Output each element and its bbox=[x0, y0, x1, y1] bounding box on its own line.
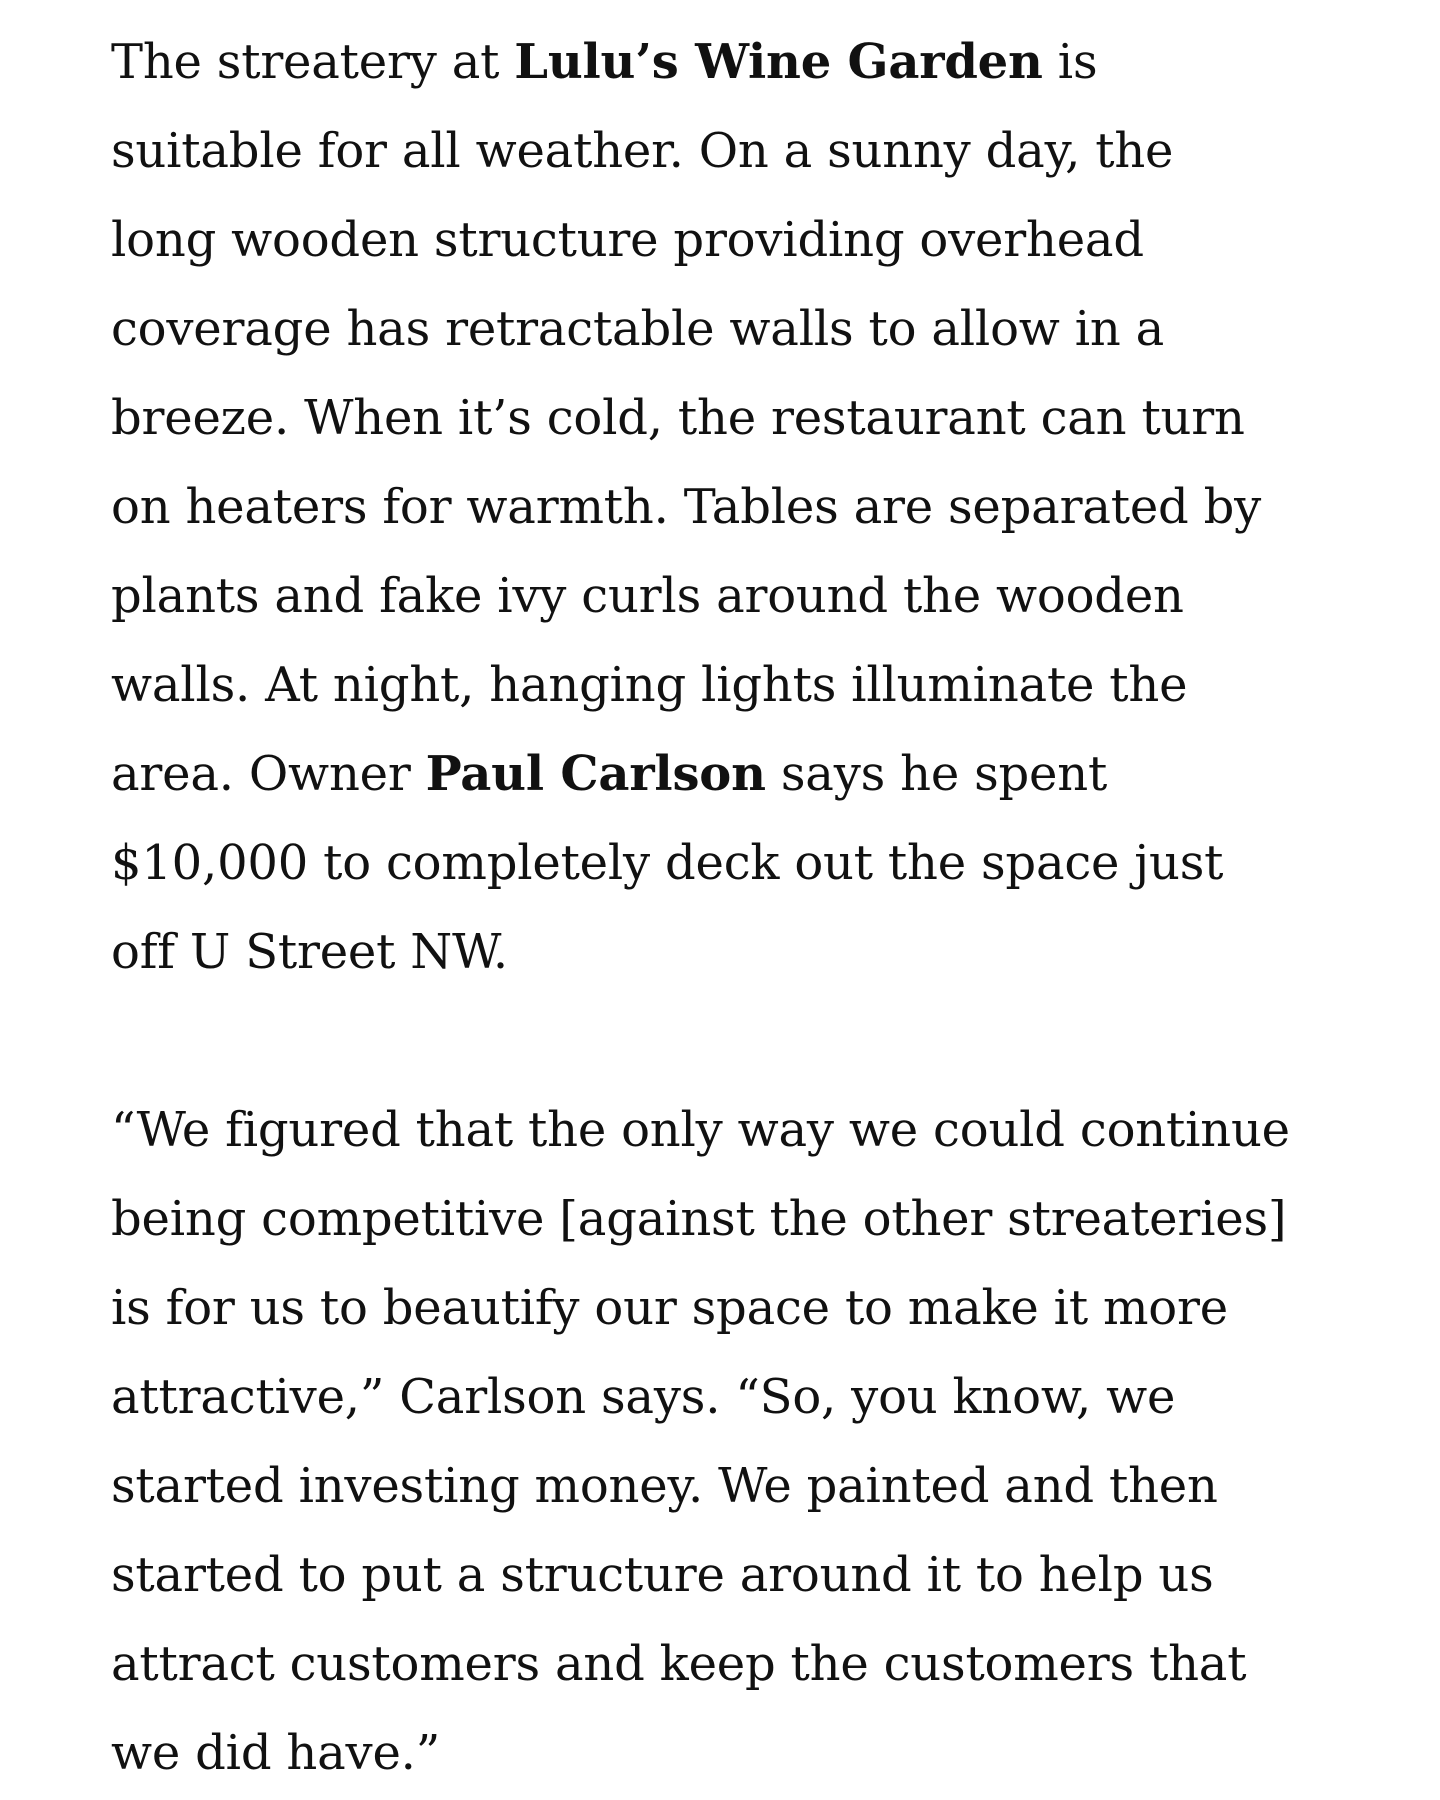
text-line: suitable for all weather. On a sunny day, the bbox=[111, 123, 1174, 179]
text-line: walls. At night, hanging lights illuminate the bbox=[111, 657, 1188, 713]
text-line: breeze. When it’s cold, the restaurant can turn bbox=[111, 390, 1245, 446]
text-line: coverage has retractable walls to allow in a bbox=[111, 301, 1165, 357]
text-line: $10,000 to completely deck out the space just bbox=[111, 835, 1224, 891]
text-line: off U Street NW. bbox=[111, 924, 508, 980]
text-line bbox=[111, 18, 1351, 107]
text-line bbox=[111, 730, 1351, 819]
text-line: “We figured that the only way we could continue bbox=[111, 1102, 1290, 1158]
article-body bbox=[111, 18, 1351, 1798]
text-line: we did have.” bbox=[111, 1725, 441, 1781]
text-run: area. Owner bbox=[111, 746, 426, 802]
text-line: long wooden structure providing overhead bbox=[111, 212, 1144, 268]
text-line: attractive,” Carlson says. “So, you know, we bbox=[111, 1369, 1176, 1425]
text-line: plants and fake ivy curls around the wooden bbox=[111, 568, 1184, 624]
text-line: being competitive [against the other streateries] bbox=[111, 1191, 1287, 1247]
text-line: is for us to beautify our space to make it more bbox=[111, 1280, 1228, 1336]
text-run: The streatery at bbox=[111, 34, 515, 90]
text-line: started to put a structure around it to help us bbox=[111, 1547, 1214, 1603]
restaurant-name: Lulu’s Wine Garden bbox=[514, 34, 1043, 90]
text-run: says he spent bbox=[765, 746, 1108, 802]
paragraph-streatery-description bbox=[111, 18, 1351, 997]
text-line: on heaters for warmth. Tables are separated by bbox=[111, 479, 1262, 535]
owner-name: Paul Carlson bbox=[425, 746, 766, 802]
paragraph-carlson-quote bbox=[111, 1086, 1351, 1798]
text-run: is bbox=[1042, 34, 1098, 90]
text-line: attract customers and keep the customers that bbox=[111, 1636, 1247, 1692]
text-line: started investing money. We painted and then bbox=[111, 1458, 1218, 1514]
